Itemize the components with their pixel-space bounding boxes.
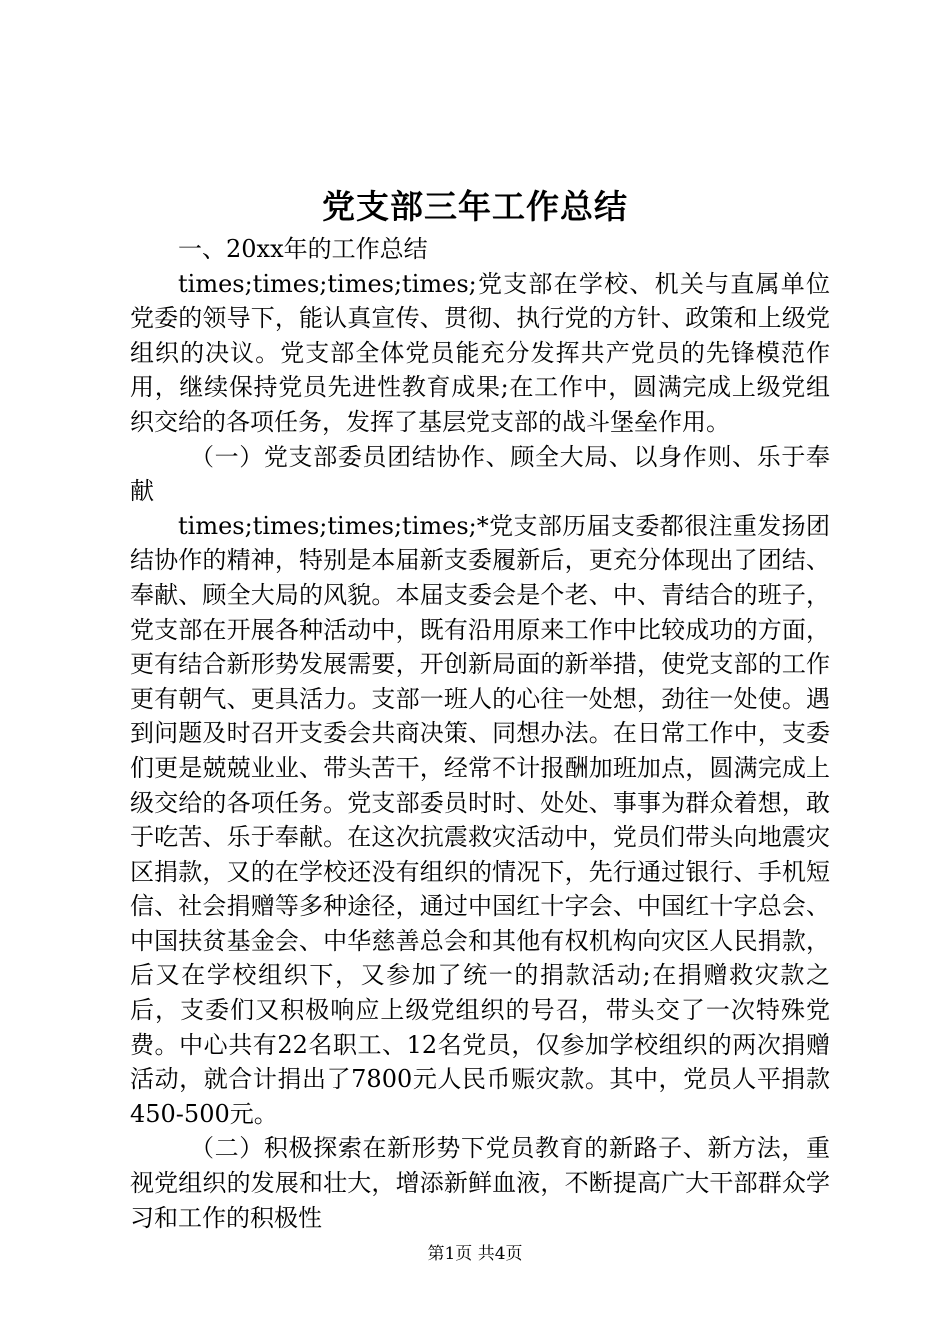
section-heading-1: 一、20xx年的工作总结	[178, 235, 428, 263]
body-paragraph: times;times;times;times;*党支部历届支委都很注重发扬团结协作的精神，特别是本届新支委履新后，更充分体现出了团结、奉献、顾全大局的风貌。本届支委会是个老、中、青结合的班子，党支部在开展各种活动中，既有沿用原来工作中比较成功的方面，更有结合新形势发展需要，开创新局面的新举措，使党支部的工作更有朝气、更具活力。支部一班人的心往一处想，劲往一处使。遇到问题及时召开支委会共商决策、同想办法。在日常工作中，支委们更是兢兢业业、带头苦干，经常不计报酬加班加点，圆满完成上级交给的各项任务。党支部委员时时、处处、事事为群众着想，敢于吃苦、乐于奉献。在这次抗震救灾活动中，党员们带头向地震灾区捐款，又的在学校还没有组织的情况下，先行通过银行、手机短信、社会捐赠等多种途径，通过中国红十字会、中国红十字总会、中国扶贫基金会、中华慈善总会和其他有权机构向灾区人民捐款，后又在学校组织下，又参加了统一的捐款活动;在捐赠救灾款之后，支委们又积极响应上级党组织的号召，带头交了一次特殊党费。中心共有22名职工、12名党员，仅参加学校组织的两次捐赠活动，就合计捐出了7800元人民币赈灾款。其中，党员人平捐款450-500元。	[130, 511, 830, 1128]
document-title: 党支部三年工作总结	[322, 187, 628, 226]
body-paragraph: times;times;times;times;党支部在学校、机关与直属单位党委的领导下，能认真宣传、贯彻、执行党的方针、政策和上级党组织的决议。党支部全体党员能充分发挥共产党员的先锋模范作用，继续保持党员先进性教育成果;在工作中，圆满完成上级党组织交给的各项任务，发挥了基层党支部的战斗堡垒作用。	[130, 269, 830, 436]
subsection-heading-2: （二）积极探索在新形势下党员教育的新路子、新方法，重视党组织的发展和壮大，增添新鲜血液，不断提高广大干部群众学习和工作的积极性	[130, 1134, 830, 1232]
document-body	[130, 232, 830, 1235]
page-footer: 第1页 共4页	[427, 1244, 523, 1264]
subsection-heading-1: （一）党支部委员团结协作、顾全大局、以身作则、乐于奉献	[130, 442, 830, 506]
